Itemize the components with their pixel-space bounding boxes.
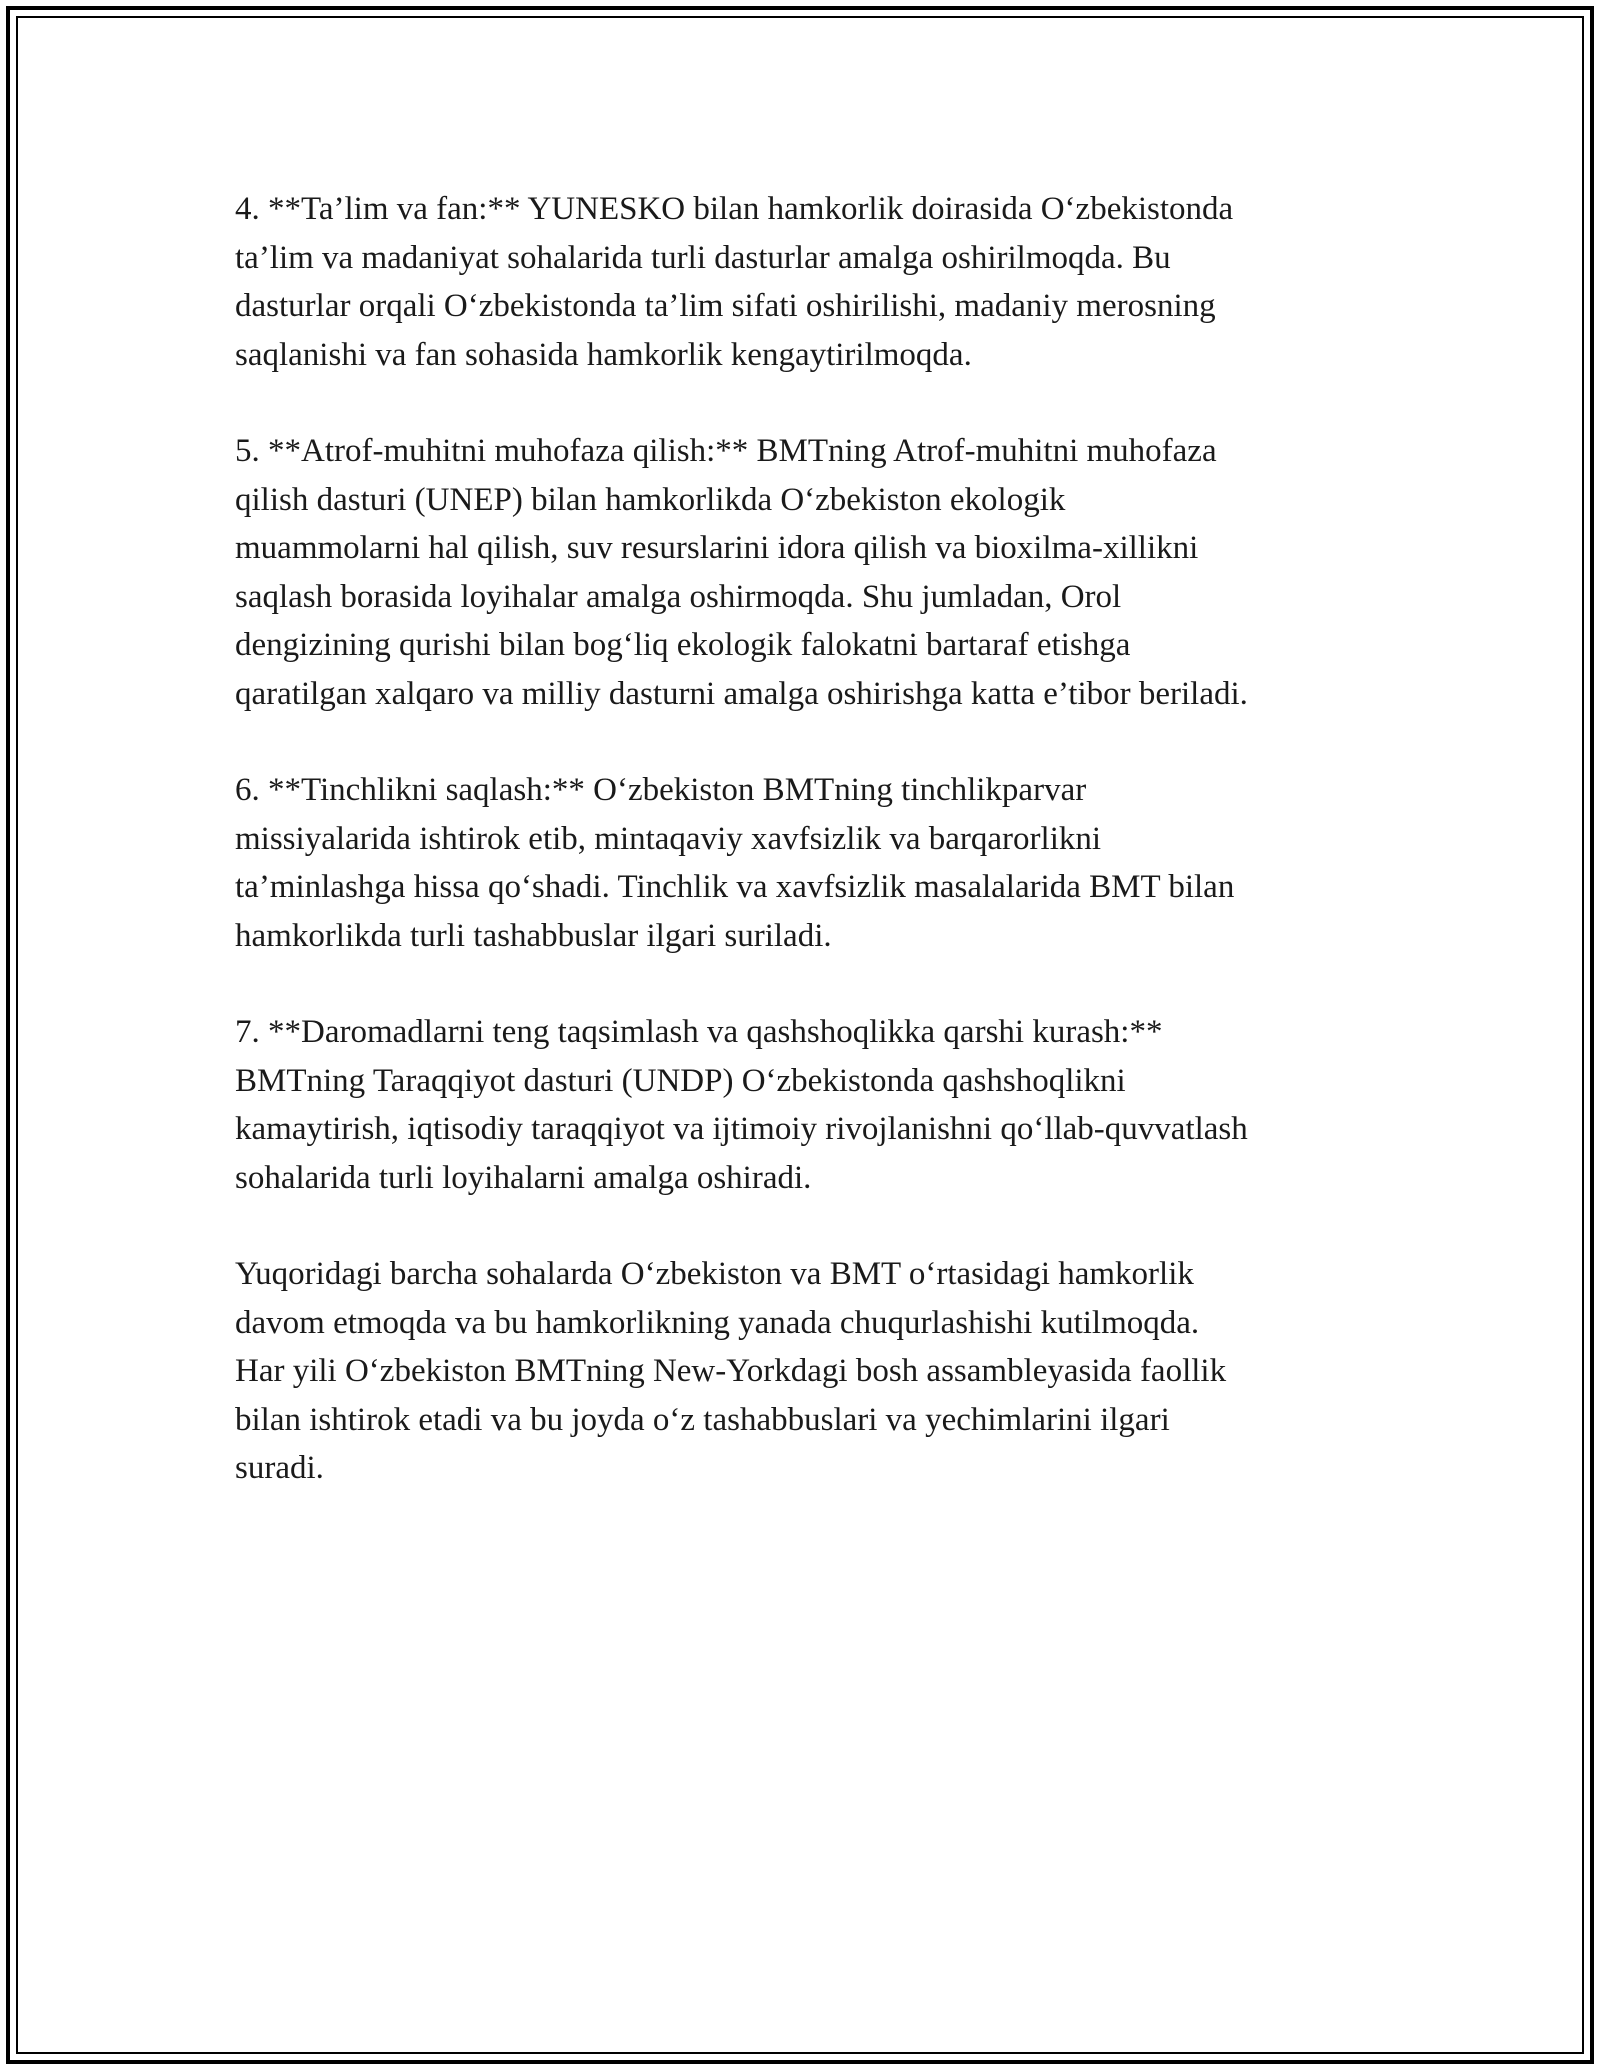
paragraph-environment: [235, 427, 1375, 718]
text-line: qilish dasturi (UNEP) bilan hamkorlikda O‘zbekiston ekologik: [235, 481, 1066, 518]
text-line: davom etmoqda va bu hamkorlikning yanada chuqurlashishi kutilmoqda.: [235, 1304, 1200, 1341]
text-line: 6. **Tinchlikni saqlash:** O‘zbekiston BMTning tinchlikparvar: [235, 772, 1087, 808]
text-line: suradi.: [235, 1450, 324, 1486]
paragraph-conclusion: [235, 1250, 1375, 1493]
text-line: BMTning Taraqqiyot dasturi (UNDP) O‘zbekistonda qashshoqlikni: [235, 1062, 1126, 1099]
text-line: missiyalarida ishtirok etib, mintaqaviy xavfsizlik va barqarorlikni: [235, 820, 1102, 857]
text-line: kamaytirish, iqtisodiy taraqqiyot va ijtimoiy rivojlanishni qo‘llab-quvvatlash: [235, 1111, 1248, 1147]
paragraph-peacekeeping: [235, 766, 1375, 960]
text-line: saqlash borasida loyihalar amalga oshirmoqda. Shu jumladan, Orol: [235, 578, 1122, 615]
paragraph-education-science: [235, 185, 1375, 379]
text-line: dengizining qurishi bilan bog‘liq ekologik falokatni bartaraf etishga: [235, 627, 1131, 663]
text-line: muammolarni hal qilish, suv resurslarini idora qilish va bioxilma-xillikni: [235, 530, 1199, 566]
text-line: qaratilgan xalqaro va milliy dasturni amalga oshirishga katta e’tibor beriladi.: [235, 675, 1248, 712]
text-line: 5. **Atrof-muhitni muhofaza qilish:** BMTning Atrof-muhitni muhofaza: [235, 433, 1217, 469]
text-line: sohalarida turli loyihalarni amalga oshiradi.: [235, 1159, 812, 1196]
text-line: 4. **Ta’lim va fan:** YUNESKO bilan hamkorlik doirasida O‘zbekistonda: [235, 191, 1234, 227]
text-line: Yuqoridagi barcha sohalarda O‘zbekiston va BMT o‘rtasidagi hamkorlik: [235, 1256, 1194, 1292]
text-line: hamkorlikda turli tashabbuslar ilgari suriladi.: [235, 917, 832, 954]
text-line: dasturlar orqali O‘zbekistonda ta’lim sifati oshirilishi, madaniy merosning: [235, 288, 1216, 324]
text-line: ta’lim va madaniyat sohalarida turli dasturlar amalga oshirilmoqda. Bu: [235, 239, 1171, 276]
paragraph-poverty-reduction: [235, 1008, 1375, 1202]
text-line: ta’minlashga hissa qo‘shadi. Tinchlik va xavfsizlik masalalarida BMT bilan: [235, 869, 1235, 905]
text-line: 7. **Daromadlarni teng taqsimlash va qashshoqlikka qarshi kurash:**: [235, 1014, 1163, 1050]
text-line: bilan ishtirok etadi va bu joyda o‘z tashabbuslari va yechimlarini ilgari: [235, 1401, 1170, 1438]
text-line: saqlanishi va fan sohasida hamkorlik kengaytirilmoqda.: [235, 336, 972, 373]
text-line: Har yili O‘zbekiston BMTning New-Yorkdagi bosh assambleyasida faollik: [235, 1353, 1227, 1389]
document-body: [235, 185, 1375, 1541]
